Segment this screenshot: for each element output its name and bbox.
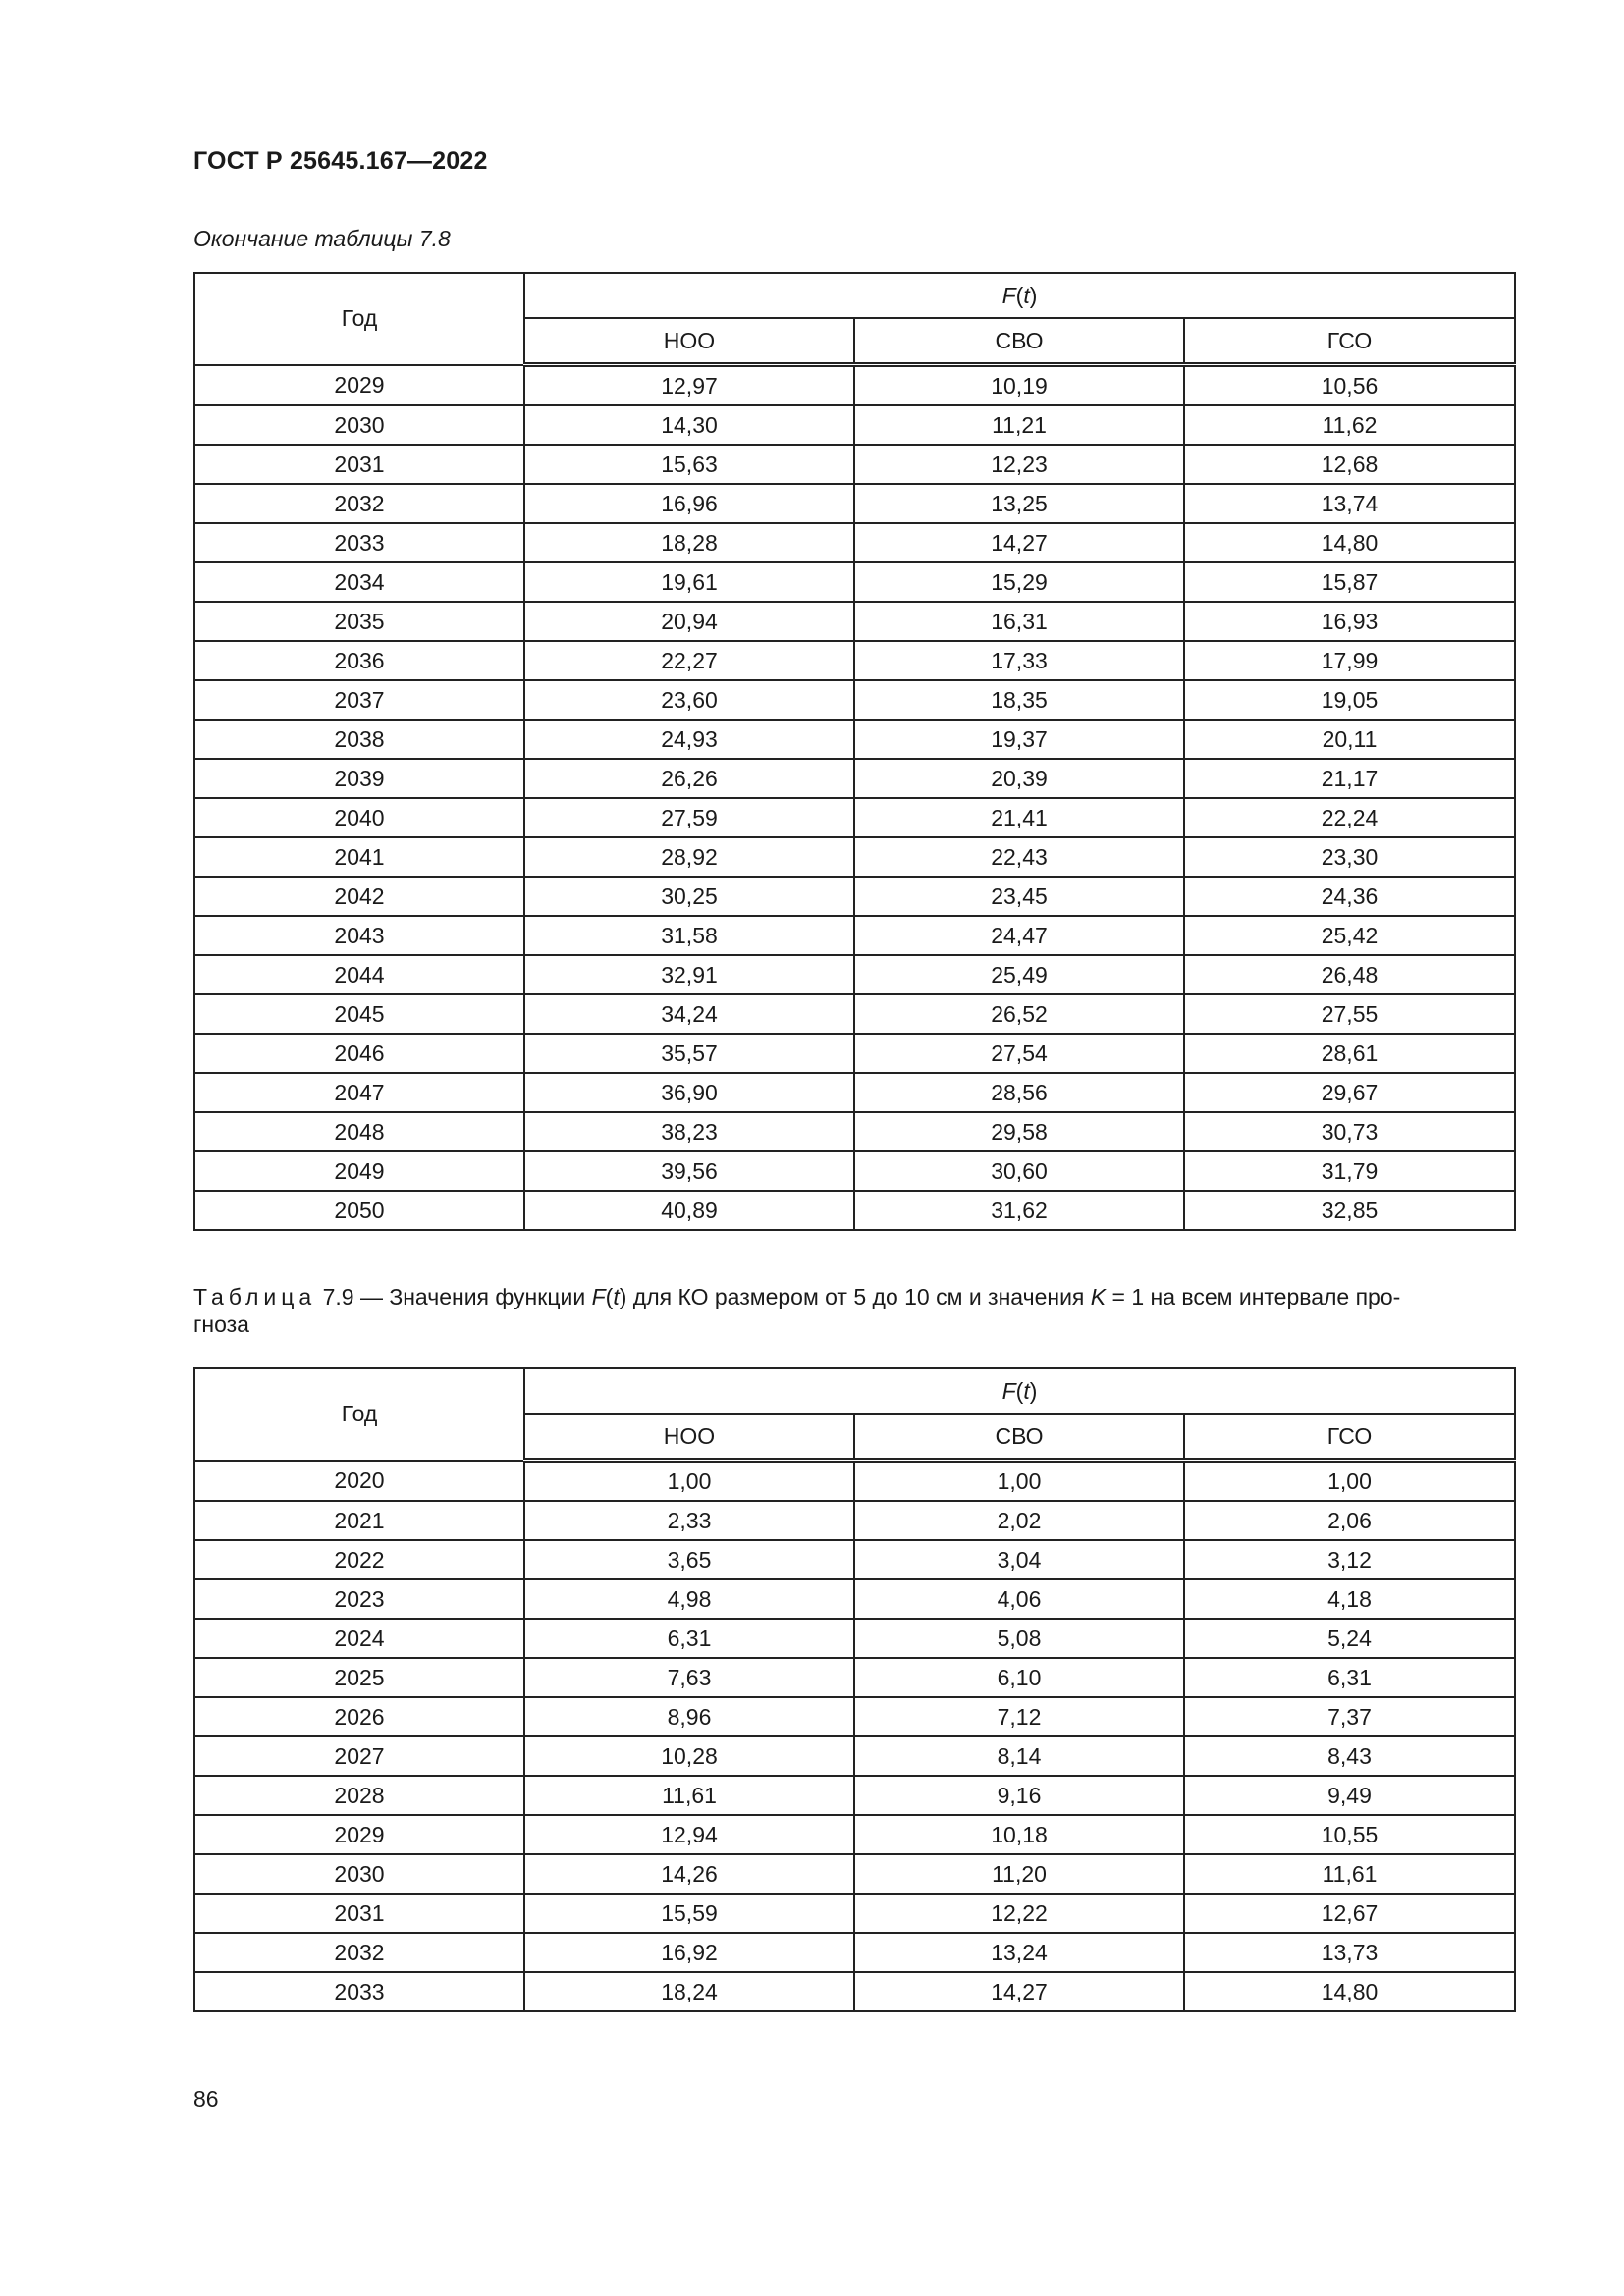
cell-gso: 6,31: [1184, 1658, 1515, 1697]
cell-year: 2033: [194, 1972, 524, 2011]
cell-noo: 12,97: [524, 365, 854, 406]
cell-svo: 14,27: [854, 1972, 1184, 2011]
table-row: [194, 365, 1515, 406]
cell-svo: 2,02: [854, 1501, 1184, 1540]
cell-year: 2036: [194, 641, 524, 680]
cell-year: 2032: [194, 1933, 524, 1972]
cell-svo: 31,62: [854, 1191, 1184, 1230]
cell-noo: 14,26: [524, 1854, 854, 1894]
caption-table-word: Таблица: [193, 1284, 317, 1309]
cell-year: 2034: [194, 562, 524, 602]
cell-gso: 12,68: [1184, 445, 1515, 484]
table-row: [194, 1697, 1515, 1736]
cell-noo: 27,59: [524, 798, 854, 837]
table-row: [194, 1501, 1515, 1540]
cell-noo: 12,94: [524, 1815, 854, 1854]
caption-text: гноза: [193, 1311, 249, 1337]
cell-gso: 29,67: [1184, 1073, 1515, 1112]
cell-noo: 8,96: [524, 1697, 854, 1736]
cell-svo: 15,29: [854, 562, 1184, 602]
cell-noo: 32,91: [524, 955, 854, 994]
cell-svo: 25,49: [854, 955, 1184, 994]
cell-noo: 11,61: [524, 1776, 854, 1815]
page-number: 86: [193, 2086, 219, 2111]
table-row: [194, 523, 1515, 562]
document-code: ГОСТ Р 25645.167—2022: [193, 147, 488, 175]
table-row: [194, 1933, 1515, 1972]
cell-svo: 18,35: [854, 680, 1184, 720]
cell-noo: 40,89: [524, 1191, 854, 1230]
cell-gso: 10,56: [1184, 365, 1515, 406]
table-row: [194, 641, 1515, 680]
cell-year: 2020: [194, 1461, 524, 1502]
cell-svo: 12,23: [854, 445, 1184, 484]
header-gso: ГСО: [1184, 1414, 1515, 1461]
table-row: [194, 1073, 1515, 1112]
cell-svo: 29,58: [854, 1112, 1184, 1151]
cell-noo: 15,59: [524, 1894, 854, 1933]
cell-noo: 2,33: [524, 1501, 854, 1540]
table-row: [194, 1540, 1515, 1579]
cell-gso: 17,99: [1184, 641, 1515, 680]
cell-svo: 3,04: [854, 1540, 1184, 1579]
table-row: [194, 1151, 1515, 1191]
cell-noo: 6,31: [524, 1619, 854, 1658]
cell-svo: 6,10: [854, 1658, 1184, 1697]
cell-gso: 5,24: [1184, 1619, 1515, 1658]
header-f-group: F(t): [524, 273, 1515, 318]
cell-gso: 32,85: [1184, 1191, 1515, 1230]
cell-year: 2038: [194, 720, 524, 759]
cell-gso: 30,73: [1184, 1112, 1515, 1151]
cell-noo: 15,63: [524, 445, 854, 484]
cell-year: 2033: [194, 523, 524, 562]
cell-svo: 27,54: [854, 1034, 1184, 1073]
table-79-caption: Таблица 7.9 — Значения функции F(t) для КО размером от 5 до 10 см и значения K = 1 на всем интервале про- гноза: [193, 1284, 1401, 1337]
table-row: [194, 1894, 1515, 1933]
cell-svo: 21,41: [854, 798, 1184, 837]
cell-year: 2045: [194, 994, 524, 1034]
cell-gso: 11,62: [1184, 405, 1515, 445]
table-row: [194, 1736, 1515, 1776]
cell-gso: 14,80: [1184, 1972, 1515, 2011]
cell-gso: 24,36: [1184, 877, 1515, 916]
header-year: Год: [194, 1368, 524, 1461]
table-row: [194, 916, 1515, 955]
caption-table-number: 7.9: [322, 1284, 354, 1309]
cell-gso: 1,00: [1184, 1461, 1515, 1502]
cell-year: 2047: [194, 1073, 524, 1112]
cell-gso: 25,42: [1184, 916, 1515, 955]
table-row: [194, 562, 1515, 602]
cell-gso: 2,06: [1184, 1501, 1515, 1540]
table-row: [194, 877, 1515, 916]
table-row: [194, 1112, 1515, 1151]
cell-year: 2030: [194, 1854, 524, 1894]
cell-year: 2029: [194, 1815, 524, 1854]
caption-t-symbol: t: [613, 1284, 620, 1309]
table-row: [194, 720, 1515, 759]
cell-noo: 14,30: [524, 405, 854, 445]
cell-svo: 1,00: [854, 1461, 1184, 1502]
table-row: [194, 837, 1515, 877]
cell-year: 2022: [194, 1540, 524, 1579]
table-row: [194, 994, 1515, 1034]
table-row: [194, 1815, 1515, 1854]
header-gso: ГСО: [1184, 318, 1515, 365]
cell-gso: 13,73: [1184, 1933, 1515, 1972]
cell-noo: 20,94: [524, 602, 854, 641]
table-7-8: [193, 272, 1516, 1231]
table-row: [194, 680, 1515, 720]
cell-year: 2046: [194, 1034, 524, 1073]
table-row: [194, 484, 1515, 523]
cell-svo: 12,22: [854, 1894, 1184, 1933]
cell-svo: 5,08: [854, 1619, 1184, 1658]
cell-svo: 4,06: [854, 1579, 1184, 1619]
cell-noo: 35,57: [524, 1034, 854, 1073]
header-year: Год: [194, 273, 524, 365]
cell-noo: 16,92: [524, 1933, 854, 1972]
cell-noo: 24,93: [524, 720, 854, 759]
table-row: [194, 405, 1515, 445]
cell-svo: 22,43: [854, 837, 1184, 877]
cell-noo: 26,26: [524, 759, 854, 798]
cell-svo: 14,27: [854, 523, 1184, 562]
cell-svo: 17,33: [854, 641, 1184, 680]
cell-noo: 23,60: [524, 680, 854, 720]
caption-k-symbol: K: [1090, 1284, 1107, 1309]
cell-year: 2021: [194, 1501, 524, 1540]
cell-year: 2035: [194, 602, 524, 641]
cell-svo: 16,31: [854, 602, 1184, 641]
cell-year: 2050: [194, 1191, 524, 1230]
cell-svo: 11,21: [854, 405, 1184, 445]
table-row: [194, 1461, 1515, 1502]
cell-noo: 38,23: [524, 1112, 854, 1151]
cell-svo: 24,47: [854, 916, 1184, 955]
caption-text: для КО размером от 5 до 10 см и значения: [626, 1284, 1091, 1309]
cell-year: 2029: [194, 365, 524, 406]
table-78-caption: Окончание таблицы 7.8: [193, 226, 451, 251]
cell-svo: 10,18: [854, 1815, 1184, 1854]
cell-svo: 9,16: [854, 1776, 1184, 1815]
table-row: [194, 1972, 1515, 2011]
cell-noo: 7,63: [524, 1658, 854, 1697]
caption-f-symbol: F: [591, 1284, 606, 1309]
cell-year: 2027: [194, 1736, 524, 1776]
cell-noo: 30,25: [524, 877, 854, 916]
cell-gso: 12,67: [1184, 1894, 1515, 1933]
cell-svo: 13,25: [854, 484, 1184, 523]
cell-gso: 22,24: [1184, 798, 1515, 837]
table-row: [194, 1579, 1515, 1619]
cell-gso: 26,48: [1184, 955, 1515, 994]
cell-noo: 4,98: [524, 1579, 854, 1619]
cell-year: 2042: [194, 877, 524, 916]
cell-svo: 28,56: [854, 1073, 1184, 1112]
cell-year: 2024: [194, 1619, 524, 1658]
cell-gso: 8,43: [1184, 1736, 1515, 1776]
table-row: [194, 445, 1515, 484]
table-row: [194, 759, 1515, 798]
cell-svo: 20,39: [854, 759, 1184, 798]
cell-noo: 19,61: [524, 562, 854, 602]
cell-gso: 7,37: [1184, 1697, 1515, 1736]
cell-year: 2025: [194, 1658, 524, 1697]
cell-year: 2030: [194, 405, 524, 445]
cell-gso: 20,11: [1184, 720, 1515, 759]
cell-gso: 4,18: [1184, 1579, 1515, 1619]
caption-text: — Значения функции: [353, 1284, 592, 1309]
cell-svo: 23,45: [854, 877, 1184, 916]
cell-gso: 21,17: [1184, 759, 1515, 798]
cell-noo: 16,96: [524, 484, 854, 523]
cell-year: 2048: [194, 1112, 524, 1151]
cell-svo: 19,37: [854, 720, 1184, 759]
caption-text: = 1 на всем интервале про-: [1106, 1284, 1401, 1309]
header-svo: СВО: [854, 1414, 1184, 1461]
cell-svo: 7,12: [854, 1697, 1184, 1736]
cell-year: 2023: [194, 1579, 524, 1619]
cell-noo: 3,65: [524, 1540, 854, 1579]
cell-year: 2028: [194, 1776, 524, 1815]
cell-year: 2032: [194, 484, 524, 523]
cell-noo: 28,92: [524, 837, 854, 877]
cell-year: 2040: [194, 798, 524, 837]
table-row: [194, 955, 1515, 994]
cell-gso: 15,87: [1184, 562, 1515, 602]
header-svo: СВО: [854, 318, 1184, 365]
table-row: [194, 798, 1515, 837]
cell-gso: 27,55: [1184, 994, 1515, 1034]
cell-noo: 18,28: [524, 523, 854, 562]
cell-gso: 19,05: [1184, 680, 1515, 720]
table-row: [194, 1619, 1515, 1658]
table-7-9: [193, 1367, 1516, 2012]
cell-year: 2049: [194, 1151, 524, 1191]
cell-year: 2031: [194, 445, 524, 484]
cell-gso: 14,80: [1184, 523, 1515, 562]
cell-noo: 36,90: [524, 1073, 854, 1112]
cell-noo: 39,56: [524, 1151, 854, 1191]
cell-year: 2026: [194, 1697, 524, 1736]
cell-svo: 8,14: [854, 1736, 1184, 1776]
cell-svo: 30,60: [854, 1151, 1184, 1191]
cell-year: 2039: [194, 759, 524, 798]
cell-year: 2037: [194, 680, 524, 720]
header-f-group: F(t): [524, 1368, 1515, 1414]
cell-gso: 31,79: [1184, 1151, 1515, 1191]
cell-noo: 34,24: [524, 994, 854, 1034]
cell-svo: 13,24: [854, 1933, 1184, 1972]
cell-year: 2043: [194, 916, 524, 955]
table-row: [194, 1191, 1515, 1230]
header-noo: НОО: [524, 1414, 854, 1461]
table-row: [194, 1854, 1515, 1894]
cell-svo: 11,20: [854, 1854, 1184, 1894]
cell-gso: 9,49: [1184, 1776, 1515, 1815]
cell-svo: 10,19: [854, 365, 1184, 406]
cell-gso: 3,12: [1184, 1540, 1515, 1579]
table-row: [194, 1034, 1515, 1073]
header-noo: НОО: [524, 318, 854, 365]
cell-noo: 10,28: [524, 1736, 854, 1776]
cell-gso: 13,74: [1184, 484, 1515, 523]
table-row: [194, 1776, 1515, 1815]
cell-noo: 31,58: [524, 916, 854, 955]
cell-svo: 26,52: [854, 994, 1184, 1034]
cell-gso: 28,61: [1184, 1034, 1515, 1073]
cell-year: 2041: [194, 837, 524, 877]
cell-noo: 22,27: [524, 641, 854, 680]
cell-noo: 1,00: [524, 1461, 854, 1502]
cell-gso: 16,93: [1184, 602, 1515, 641]
cell-gso: 11,61: [1184, 1854, 1515, 1894]
cell-gso: 10,55: [1184, 1815, 1515, 1854]
cell-year: 2031: [194, 1894, 524, 1933]
table-row: [194, 602, 1515, 641]
cell-noo: 18,24: [524, 1972, 854, 2011]
cell-gso: 23,30: [1184, 837, 1515, 877]
table-row: [194, 1658, 1515, 1697]
cell-year: 2044: [194, 955, 524, 994]
